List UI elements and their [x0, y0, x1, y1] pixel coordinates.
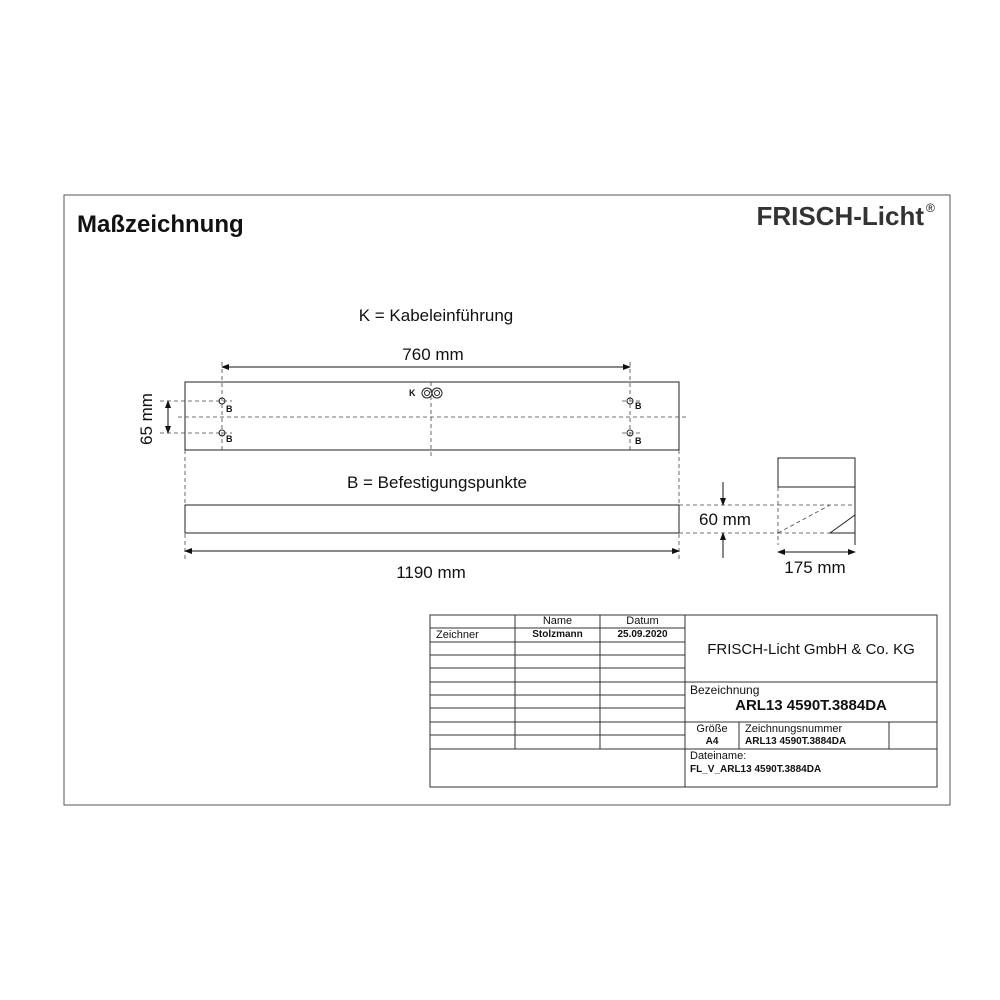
mount-marker: B [226, 404, 233, 414]
dimension-height [699, 482, 751, 558]
mount-marker: B [635, 401, 642, 411]
filename-value: FL_V_ARL13 4590T.3884DA [690, 764, 822, 775]
company-name: FRISCH-Licht GmbH & Co. KG [707, 641, 915, 658]
cable-entry-hole [435, 391, 440, 396]
dimension-label-depth: 175 mm [784, 558, 846, 577]
size-value: A4 [705, 736, 719, 747]
title-block-row-label: Zeichner [436, 629, 479, 641]
cable-entry-hole [432, 388, 442, 398]
top-view [160, 362, 688, 458]
cable-entry-hole [422, 388, 432, 398]
front-view [185, 450, 778, 560]
dimension-depth [778, 552, 855, 577]
title-block-col-name: Name [542, 615, 573, 627]
dimension-label-length: 1190 mm [396, 563, 466, 582]
mount-marker: B [226, 434, 233, 444]
side-view-line [778, 505, 830, 533]
designation-value: ARL13 4590T.3884DA [735, 697, 887, 714]
brand-logo [756, 201, 935, 231]
side-view [778, 458, 855, 545]
dimension-label-hole-spacing: 760 mm [402, 345, 464, 364]
drawing-title: Maßzeichnung [77, 211, 244, 238]
dimension-label-hole-offset: 65 mm [137, 393, 156, 445]
dimension-label-height: 60 mm [699, 510, 751, 529]
dimension-length [185, 551, 679, 582]
logo-text: FRISCH-Licht [756, 201, 924, 231]
dimension-hole-spacing [222, 345, 630, 367]
drawing-number-value: ARL13 4590T.3884DA [745, 736, 847, 747]
filename-label: Dateiname: [690, 750, 747, 762]
drawing-number-label: Zeichnungsnummer [745, 723, 843, 735]
front-view-outline [185, 505, 679, 533]
title-block-col-date: Datum [626, 615, 659, 627]
legend-cable-entry: K = Kabeleinführung [358, 306, 514, 325]
mount-marker: B [635, 436, 642, 446]
drawing-date: 25.09.2020 [617, 629, 668, 640]
cable-entry-hole [425, 391, 430, 396]
registered-mark: ® [926, 201, 935, 215]
size-label: Größe [696, 723, 728, 735]
cable-marker: K [409, 388, 416, 398]
side-view-profile [830, 515, 855, 533]
side-view-cap [778, 458, 855, 487]
drafter-name: Stolzmann [532, 629, 583, 640]
legend-mounting-points: B = Befestigungspunkte [346, 473, 528, 492]
designation-label: Bezeichnung [690, 683, 760, 697]
